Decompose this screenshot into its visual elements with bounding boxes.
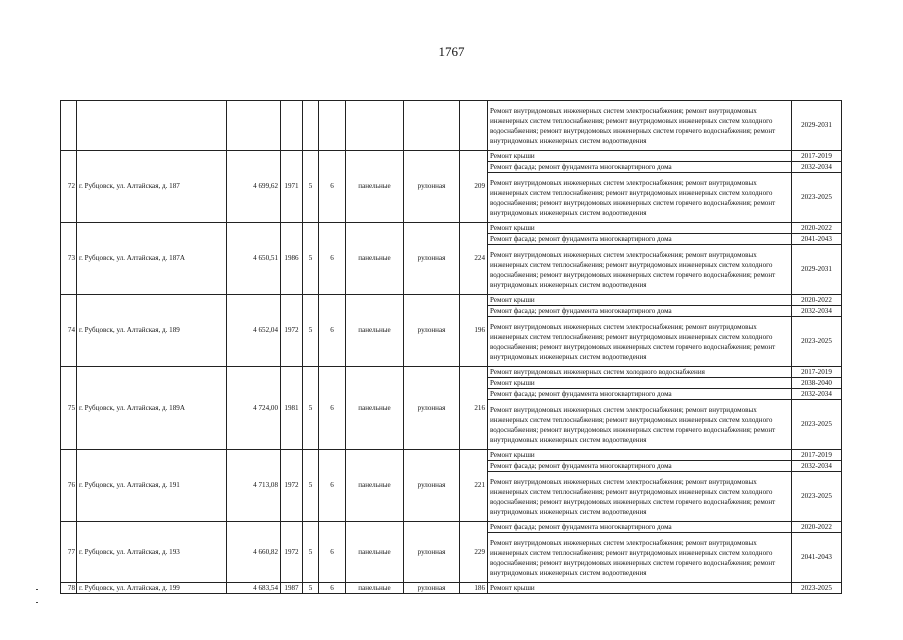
work-type: Ремонт внутридомовых инженерных систем электроснабжения; ремонт внутридомовых инженерных систем теплоснабжения; ремонт внутридомовых инженерных систем холодного водоснабжения; ремонт внутридомовых инженерных систем горячего водоснабжения; ремонт внутридомовых инженерных систем водоотведения [488, 400, 792, 450]
floors: 5 [303, 367, 319, 450]
work-period: 2017-2019 [792, 450, 842, 461]
roof-type: рулонная [404, 450, 460, 522]
address: г. Рубцовск, ул. Алтайская, д. 189 [77, 295, 227, 367]
table-row [61, 151, 842, 162]
entrances: 6 [319, 295, 346, 367]
entrances: 6 [319, 583, 346, 594]
work-period: 2032-2034 [792, 461, 842, 472]
work-type: Ремонт фасада; ремонт фундамента многоквартирного дома [488, 389, 792, 400]
year-built: 1972 [281, 295, 303, 367]
wall-material: панельные [346, 151, 404, 223]
row-number: 73 [61, 223, 77, 295]
work-period: 2023-2025 [792, 317, 842, 367]
roof-type: рулонная [404, 583, 460, 594]
row-number [61, 101, 77, 151]
year-built: 1971 [281, 151, 303, 223]
work-type: Ремонт внутридомовых инженерных систем электроснабжения; ремонт внутридомовых инженерных систем теплоснабжения; ремонт внутридомовых инженерных систем холодного водоснабжения; ремонт внутридомовых инженерных систем горячего водоснабжения; ремонт внутридомовых инженерных систем водоотведения [488, 245, 792, 295]
area: 4 724,00 [227, 367, 281, 450]
wall-material: панельные [346, 223, 404, 295]
entrances: 6 [319, 450, 346, 522]
work-type: Ремонт внутридомовых инженерных систем электроснабжения; ремонт внутридомовых инженерных систем теплоснабжения; ремонт внутридомовых инженерных систем холодного водоснабжения; ремонт внутридомовых инженерных систем горячего водоснабжения; ремонт внутридомовых инженерных систем водоотведения [488, 101, 792, 151]
entrances: 6 [319, 522, 346, 583]
row-number: 74 [61, 295, 77, 367]
row-number: 75 [61, 367, 77, 450]
wall-material: панельные [346, 450, 404, 522]
roof-type: рулонная [404, 295, 460, 367]
row-number: 76 [61, 450, 77, 522]
floors [303, 101, 319, 151]
work-type: Ремонт внутридомовых инженерных систем электроснабжения; ремонт внутридомовых инженерных систем теплоснабжения; ремонт внутридомовых инженерных систем холодного водоснабжения; ремонт внутридомовых инженерных систем горячего водоснабжения; ремонт внутридомовых инженерных систем водоотведения [488, 533, 792, 583]
address: г. Рубцовск, ул. Алтайская, д. 199 [77, 583, 227, 594]
table-row [61, 367, 842, 378]
work-type: Ремонт фасада; ремонт фундамента многоквартирного дома [488, 306, 792, 317]
work-type: Ремонт фасада; ремонт фундамента многоквартирного дома [488, 522, 792, 533]
work-period: 2017-2019 [792, 367, 842, 378]
work-period: 2041-2043 [792, 533, 842, 583]
row-number: 72 [61, 151, 77, 223]
work-period: 2020-2022 [792, 295, 842, 306]
address: г. Рубцовск, ул. Алтайская, д. 191 [77, 450, 227, 522]
work-period: 2032-2034 [792, 162, 842, 173]
address: г. Рубцовск, ул. Алтайская, д. 193 [77, 522, 227, 583]
work-period: 2029-2031 [792, 245, 842, 295]
work-type: Ремонт крыши [488, 583, 792, 594]
work-period: 2020-2022 [792, 223, 842, 234]
roof-type: рулонная [404, 223, 460, 295]
year-built: 1986 [281, 223, 303, 295]
area: 4 683,54 [227, 583, 281, 594]
work-period: 2023-2025 [792, 173, 842, 223]
work-period: 2029-2031 [792, 101, 842, 151]
apartments: 196 [460, 295, 488, 367]
work-period: 2023-2025 [792, 472, 842, 522]
table-row [61, 295, 842, 306]
row-number: 77 [61, 522, 77, 583]
year-built: 1972 [281, 450, 303, 522]
apartments: 186 [460, 583, 488, 594]
wall-material: панельные [346, 522, 404, 583]
margin-mark [36, 602, 38, 603]
year-built: 1981 [281, 367, 303, 450]
work-period: 2032-2034 [792, 389, 842, 400]
floors: 5 [303, 223, 319, 295]
area: 4 652,04 [227, 295, 281, 367]
work-period: 2020-2022 [792, 522, 842, 533]
work-type: Ремонт крыши [488, 378, 792, 389]
entrances: 6 [319, 223, 346, 295]
work-type: Ремонт внутридомовых инженерных систем холодного водоснабжения [488, 367, 792, 378]
work-type: Ремонт фасада; ремонт фундамента многоквартирного дома [488, 162, 792, 173]
table-row [61, 101, 842, 151]
floors: 5 [303, 151, 319, 223]
table-row [61, 522, 842, 533]
address: г. Рубцовск, ул. Алтайская, д. 189А [77, 367, 227, 450]
work-type: Ремонт крыши [488, 151, 792, 162]
table-row [61, 583, 842, 594]
apartments: 224 [460, 223, 488, 295]
wall-material: панельные [346, 583, 404, 594]
area: 4 713,08 [227, 450, 281, 522]
apartments: 216 [460, 367, 488, 450]
work-type: Ремонт внутридомовых инженерных систем электроснабжения; ремонт внутридомовых инженерных систем теплоснабжения; ремонт внутридомовых инженерных систем холодного водоснабжения; ремонт внутридомовых инженерных систем горячего водоснабжения; ремонт внутридомовых инженерных систем водоотведения [488, 173, 792, 223]
work-period: 2017-2019 [792, 151, 842, 162]
work-type: Ремонт крыши [488, 223, 792, 234]
capital-repair-table [60, 100, 842, 594]
address [77, 101, 227, 151]
area: 4 660,82 [227, 522, 281, 583]
work-period: 2032-2034 [792, 306, 842, 317]
work-type: Ремонт внутридомовых инженерных систем электроснабжения; ремонт внутридомовых инженерных систем теплоснабжения; ремонт внутридомовых инженерных систем холодного водоснабжения; ремонт внутридомовых инженерных систем горячего водоснабжения; ремонт внутридомовых инженерных систем водоотведения [488, 472, 792, 522]
address: г. Рубцовск, ул. Алтайская, д. 187 [77, 151, 227, 223]
floors: 5 [303, 450, 319, 522]
area: 4 699,62 [227, 151, 281, 223]
roof-type: рулонная [404, 522, 460, 583]
year-built: 1972 [281, 522, 303, 583]
roof-type [404, 101, 460, 151]
wall-material: панельные [346, 295, 404, 367]
work-type: Ремонт крыши [488, 450, 792, 461]
area [227, 101, 281, 151]
work-type: Ремонт фасада; ремонт фундамента многоквартирного дома [488, 234, 792, 245]
page-number: 1767 [438, 44, 465, 59]
table-row [61, 223, 842, 234]
floors: 5 [303, 295, 319, 367]
work-type: Ремонт фасада; ремонт фундамента многоквартирного дома [488, 461, 792, 472]
table-row [61, 450, 842, 461]
apartments: 221 [460, 450, 488, 522]
entrances: 6 [319, 151, 346, 223]
work-type: Ремонт внутридомовых инженерных систем электроснабжения; ремонт внутридомовых инженерных систем теплоснабжения; ремонт внутридомовых инженерных систем холодного водоснабжения; ремонт внутридомовых инженерных систем горячего водоснабжения; ремонт внутридомовых инженерных систем водоотведения [488, 317, 792, 367]
apartments [460, 101, 488, 151]
area: 4 650,51 [227, 223, 281, 295]
wall-material [346, 101, 404, 151]
entrances: 6 [319, 367, 346, 450]
work-period: 2041-2043 [792, 234, 842, 245]
apartments: 209 [460, 151, 488, 223]
year-built [281, 101, 303, 151]
row-number: 78 [61, 583, 77, 594]
address: г. Рубцовск, ул. Алтайская, д. 187А [77, 223, 227, 295]
work-period: 2023-2025 [792, 400, 842, 450]
roof-type: рулонная [404, 151, 460, 223]
year-built: 1987 [281, 583, 303, 594]
wall-material: панельные [346, 367, 404, 450]
work-period: 2038-2040 [792, 378, 842, 389]
apartments: 229 [460, 522, 488, 583]
floors: 5 [303, 583, 319, 594]
entrances [319, 101, 346, 151]
roof-type: рулонная [404, 367, 460, 450]
floors: 5 [303, 522, 319, 583]
margin-mark [36, 589, 38, 590]
work-period: 2023-2025 [792, 583, 842, 594]
work-type: Ремонт крыши [488, 295, 792, 306]
